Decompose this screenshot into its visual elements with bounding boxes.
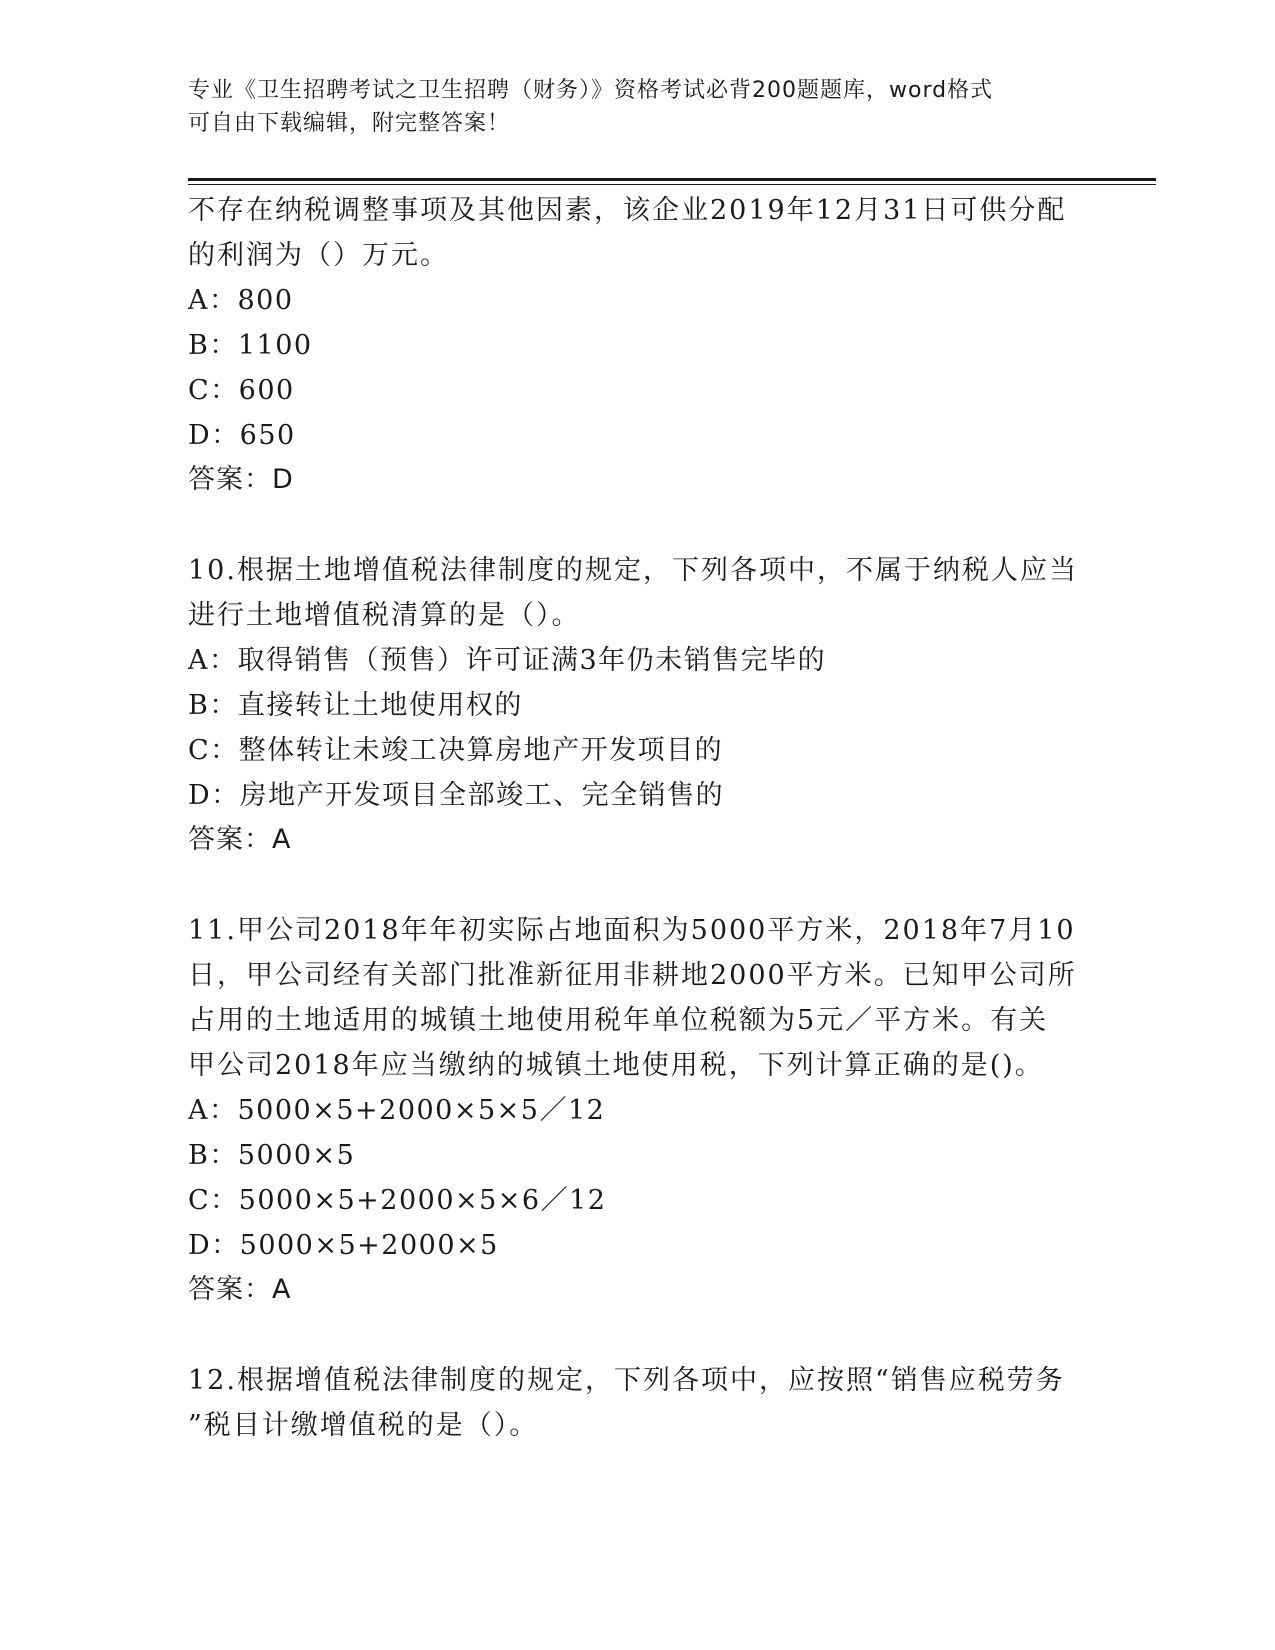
stem-line: 11.甲公司2018年年初实际占地面积为5000平方米，2018年7月10	[188, 915, 1076, 946]
question-stem	[188, 548, 1088, 638]
option-c: C：整体转让未竣工决算房地产开发项目的	[188, 735, 724, 766]
stem-line: 日，甲公司经有关部门批准新征用非耕地2000平方米。已知甲公司所	[188, 960, 1077, 991]
question-stem	[188, 908, 1088, 1088]
stem-line: 10.根据土地增值税法律制度的规定，下列各项中，不属于纳税人应当	[188, 555, 1078, 586]
question-9	[188, 188, 1088, 502]
question-12	[188, 1358, 1088, 1448]
option-a: A：取得销售（预售）许可证满3年仍未销售完毕的	[188, 645, 827, 676]
question-10	[188, 548, 1088, 862]
stem-line: 不存在纳税调整事项及其他因素，该企业2019年12月31日可供分配	[188, 195, 1067, 226]
stem-line: 的利润为（）万元。	[188, 240, 449, 271]
stem-line: 进行土地增值税清算的是（）。	[188, 600, 581, 631]
spacer	[188, 862, 1088, 908]
header-line-1: 专业《卫生招聘考试之卫生招聘（财务）》资格考试必背200题题库，word格式	[188, 78, 994, 103]
option-a: A：5000×5+2000×5×5／12	[188, 1095, 606, 1126]
spacer	[188, 1312, 1088, 1358]
option-d: D：房地产开发项目全部竣工、完全销售的	[188, 780, 725, 811]
answer-line: 答案：A	[188, 1274, 292, 1305]
header-line-2: 可自由下载编辑，附完整答案！	[188, 111, 511, 136]
option-d: D：5000×5+2000×5	[188, 1230, 499, 1261]
stem-line: 甲公司2018年应当缴纳的城镇土地使用税，下列计算正确的是()。	[188, 1050, 1044, 1081]
stem-line: 12.根据增值税法律制度的规定，下列各项中，应按照“销售应税劳务	[188, 1365, 1065, 1396]
option-b: B：直接转让土地使用权的	[188, 690, 523, 721]
option-c: C：600	[188, 375, 295, 406]
option-b: B：1100	[188, 330, 313, 361]
stem-line: 占用的土地适用的城镇土地使用税年单位税额为5元／平方米。有关	[188, 1005, 1049, 1036]
option-b: B：5000×5	[188, 1140, 356, 1171]
answer-line: 答案：D	[188, 464, 294, 495]
question-11	[188, 908, 1088, 1312]
option-a: A：800	[188, 285, 294, 316]
document-header	[188, 74, 1088, 140]
header-divider-thin	[188, 184, 1156, 185]
header-divider-thick	[188, 178, 1156, 181]
question-stem	[188, 1358, 1088, 1448]
option-d: D：650	[188, 420, 296, 451]
stem-line: ”税目计缴增值税的是（）。	[188, 1410, 539, 1441]
option-c: C：5000×5+2000×5×6／12	[188, 1185, 607, 1216]
question-stem	[188, 188, 1088, 278]
spacer	[188, 502, 1088, 548]
document-body	[188, 188, 1088, 1448]
answer-line: 答案：A	[188, 824, 292, 855]
